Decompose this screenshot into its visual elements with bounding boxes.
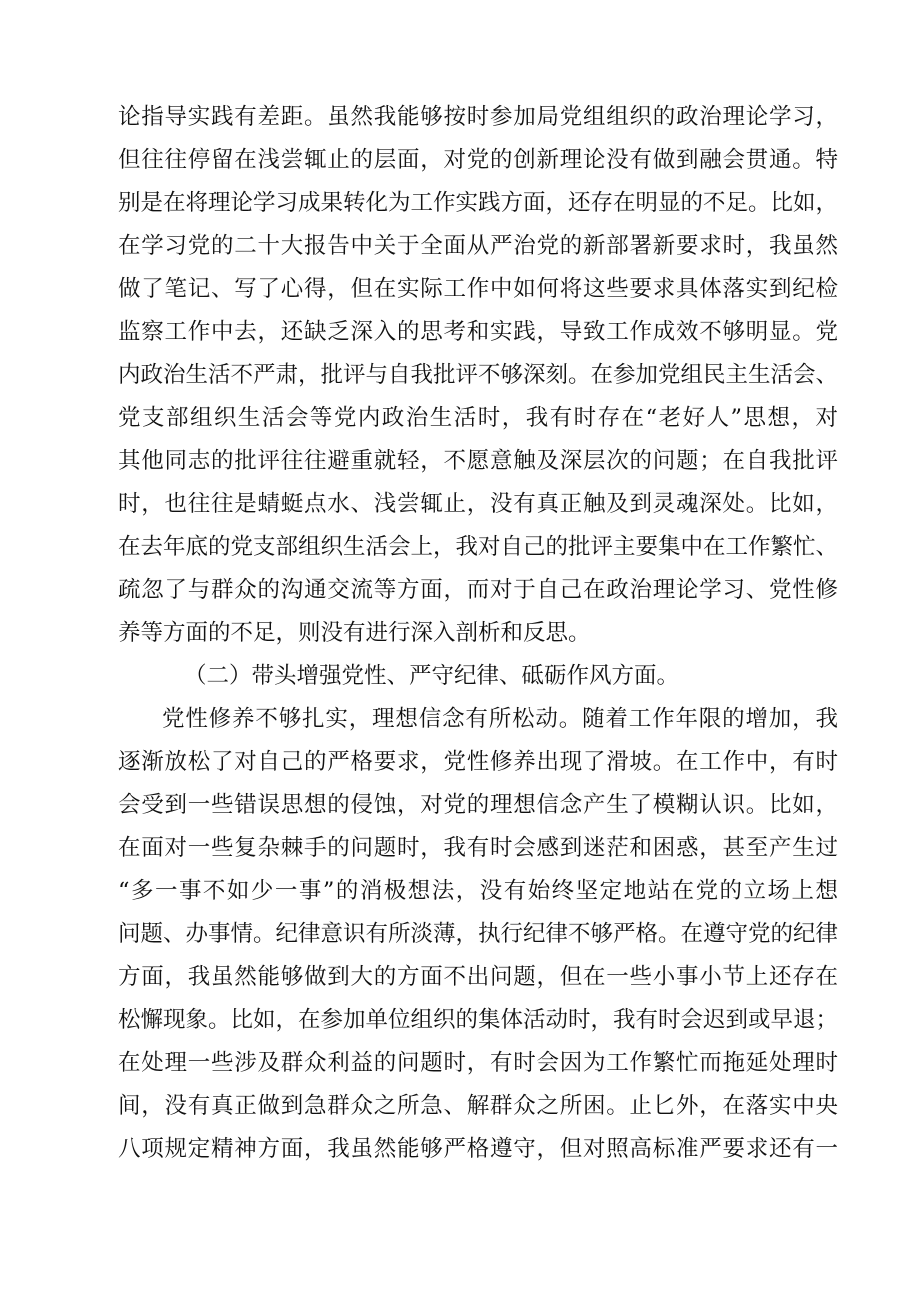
text-line: 内政治生活不严肃，批评与自我批评不够深刻。在参加党组民主生活会、 xyxy=(118,362,839,388)
text-line: 会受到一些错误思想的侵蚀，对党的理想信念产生了模糊认识。比如， xyxy=(118,792,838,818)
text-line: 论指导实践有差距。虽然我能够按时参加局党组组织的政治理论学习， xyxy=(118,104,838,130)
text-line: 做了笔记、写了心得，但在实际工作中如何将这些要求具体落实到纪检 xyxy=(118,276,838,302)
section-heading: （二）带头增强党性、严守纪律、砥砺作风方面。 xyxy=(184,663,680,689)
text-line: 但往往停留在浅尝辄止的层面，对党的创新理论没有做到融会贯通。特 xyxy=(118,147,838,173)
text-line: “多一事不如少一事”的消极想法，没有始终坚定地站在党的立场上想 xyxy=(118,878,838,904)
text-line: 问题、办事情。纪律意识有所淡薄，执行纪律不够严格。在遵守党的纪律 xyxy=(118,921,839,947)
text-line: 别是在将理论学习成果转化为工作实践方面，还存在明显的不足。比如， xyxy=(118,190,839,216)
text-line: 党性修养不够扎实，理想信念有所松动。随着工作年限的增加，我 xyxy=(162,706,838,732)
text-line: 在学习党的二十大报告中关于全面从严治党的新部署新要求时，我虽然 xyxy=(118,233,838,259)
text-line: 松懈现象。比如，在参加单位组织的集体活动时，我有时会迟到或早退； xyxy=(118,1007,839,1033)
text-line: 八项规定精神方面，我虽然能够严格遵守，但对照高标准严要求还有一 xyxy=(118,1136,838,1162)
text-line: 监察工作中去，还缺乏深入的思考和实践，导致工作成效不够明显。党 xyxy=(118,319,838,345)
text-line: 间，没有真正做到急群众之所急、解群众之所困。止匕外，在落实中央 xyxy=(118,1093,838,1119)
text-line: 在面对一些复杂棘手的问题时，我有时会感到迷茫和困惑，甚至产生过 xyxy=(118,835,838,861)
text-line: 养等方面的不足，则没有进行深入剖析和反思。 xyxy=(118,620,591,646)
text-line: 在去年底的党支部组织生活会上，我对自己的批评主要集中在工作繁忙、 xyxy=(118,534,839,560)
text-line: 其他同志的批评往往避重就轻，不愿意触及深层次的问题；在自我批评 xyxy=(118,448,838,474)
text-line: 方面，我虽然能够做到大的方面不出问题，但在一些小事小节上还存在 xyxy=(118,964,838,990)
text-line: 党支部组织生活会等党内政治生活时，我有时存在“老好人”思想，对 xyxy=(118,405,838,431)
text-line: 逐渐放松了对自己的严格要求，党性修养出现了滑坡。在工作中，有时 xyxy=(118,749,838,775)
text-line: 时，也往往是蜻蜓点水、浅尝辄止，没有真正触及到灵魂深处。比如， xyxy=(118,491,838,517)
text-line: 疏忽了与群众的沟通交流等方面，而对于自己在政治理论学习、党性修 xyxy=(118,577,838,603)
text-line: 在处理一些涉及群众利益的问题时，有时会因为工作繁忙而拖延处理时 xyxy=(118,1050,838,1076)
